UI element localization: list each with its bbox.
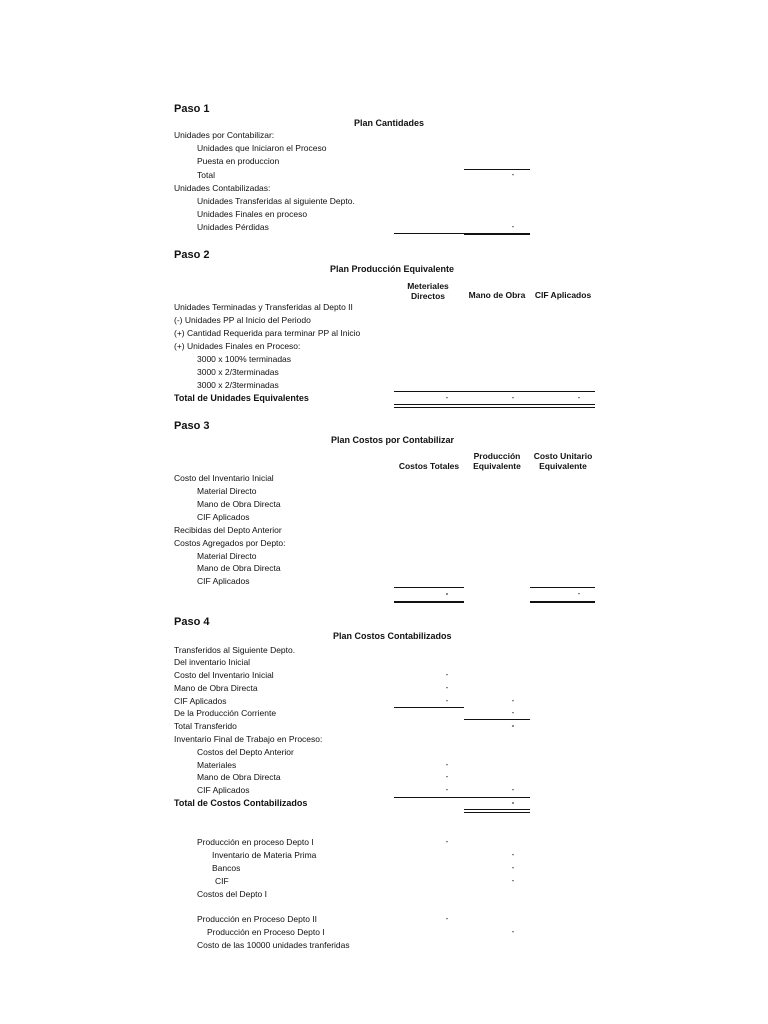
paso4-row: Del inventario Inicial xyxy=(174,657,251,667)
paso4-value: - xyxy=(445,760,449,769)
journal-credit: - xyxy=(511,927,515,936)
paso3-line xyxy=(530,601,595,603)
paso3-row: Recibidas del Depto Anterior xyxy=(174,525,282,535)
paso1-line xyxy=(394,233,464,234)
paso4-value: - xyxy=(511,785,515,794)
paso4-line xyxy=(394,707,464,708)
paso3-line xyxy=(394,601,464,603)
paso2-row: (-) Unidades PP al Inicio del Periodo xyxy=(174,315,311,325)
paso3-row: Material Directo xyxy=(197,551,257,561)
journal-row: Inventario de Materia Prima xyxy=(212,850,317,860)
paso4-value: - xyxy=(445,670,449,679)
paso3-subtitle: Plan Costos por Contabilizar xyxy=(331,435,455,445)
paso1-subtitle: Plan Cantidades xyxy=(354,118,425,128)
paso4-total-transferido: - xyxy=(511,721,515,730)
paso2-row: Unidades Terminadas y Transferidas al Depto II xyxy=(174,302,353,312)
paso4-value: - xyxy=(445,772,449,781)
paso2-col-mano-obra: Mano de Obra xyxy=(468,290,526,300)
paso3-row: Material Directo xyxy=(197,486,257,496)
paso3-line xyxy=(530,587,595,588)
journal-row: Costos del Depto I xyxy=(197,889,267,899)
journal-row: Costo de las 10000 unidades tranferidas xyxy=(197,940,350,950)
paso1-row: Puesta en produccion xyxy=(197,156,280,166)
paso3-total-unitario: - xyxy=(577,589,581,598)
paso4-row: Costo del Inventario Inicial xyxy=(174,670,274,680)
paso2-total-cif: - xyxy=(577,393,581,402)
paso4-row: Mano de Obra Directa xyxy=(197,772,281,782)
paso1-title: Paso 1 xyxy=(174,103,210,115)
journal-row: Producción en Proceso Depto I xyxy=(207,927,325,937)
paso4-row: Costos del Depto Anterior xyxy=(197,747,294,757)
paso4-value: - xyxy=(511,696,515,705)
paso4-row: Mano de Obra Directa xyxy=(174,683,258,693)
paso2-total-mano: - xyxy=(511,393,515,402)
paso3-row: Mano de Obra Directa xyxy=(197,499,281,509)
paso2-row: (+) Unidades Finales en Proceso: xyxy=(174,341,301,351)
paso4-title: Paso 4 xyxy=(174,616,210,628)
paso3-line xyxy=(394,587,464,588)
paso1-row: Unidades Finales en proceso xyxy=(197,209,308,219)
paso3-total-costos: - xyxy=(445,589,449,598)
paso2-subtitle: Plan Producción Equivalente xyxy=(330,264,455,274)
paso4-row: Transferidos al Siguiente Depto. xyxy=(174,645,296,655)
paso1-total-value: - xyxy=(511,170,515,179)
paso2-row: 3000 x 100% terminadas xyxy=(197,354,292,364)
paso4-value: - xyxy=(445,683,449,692)
paso2-double-line xyxy=(394,404,595,408)
journal-debit: - xyxy=(445,914,449,923)
paso4-row: Materiales xyxy=(197,760,237,770)
paso2-row: 3000 x 2/3terminadas xyxy=(197,367,279,377)
paso3-row: Costos Agregados por Depto: xyxy=(174,538,286,548)
paso2-title: Paso 2 xyxy=(174,249,210,261)
paso1-perdidas-value: - xyxy=(511,222,515,231)
paso4-subtitle: Plan Costos Contabilizados xyxy=(333,631,452,641)
journal-credit: - xyxy=(511,850,515,859)
paso4-total-label: Total de Costos Contabilizados xyxy=(174,798,308,808)
paso4-row: Inventario Final de Trabajo en Proceso: xyxy=(174,734,323,744)
paso2-total-label: Total de Unidades Equivalentes xyxy=(174,393,309,403)
journal-credit: - xyxy=(511,863,515,872)
journal-credit: - xyxy=(511,876,515,885)
paso4-row: Total Transferido xyxy=(174,721,237,731)
paso3-col-costo-unitario: Costo Unitario Equivalente xyxy=(533,451,593,471)
journal-debit: - xyxy=(445,837,449,846)
paso4-total-value: - xyxy=(511,798,515,807)
paso3-row: CIF Aplicados xyxy=(197,576,250,586)
journal-row: Bancos xyxy=(212,863,241,873)
paso4-value: - xyxy=(511,708,515,717)
paso1-row: Total xyxy=(197,170,215,180)
paso4-row: CIF Aplicados xyxy=(174,696,227,706)
paso4-double-line xyxy=(464,809,530,813)
paso4-row: De la Producción Corriente xyxy=(174,708,277,718)
paso3-row: CIF Aplicados xyxy=(197,512,250,522)
paso1-line xyxy=(464,233,530,235)
journal-row: Producción en proceso Depto I xyxy=(197,837,314,847)
paso3-col-produccion: Producción Equivalente xyxy=(473,451,521,471)
journal-row: CIF xyxy=(215,876,229,886)
paso3-title: Paso 3 xyxy=(174,420,210,432)
paso2-col-cif: CIF Aplicados xyxy=(534,290,592,300)
paso4-line xyxy=(464,719,530,720)
paso4-value: - xyxy=(445,785,449,794)
paso3-col-costos: Costos Totales xyxy=(398,461,460,471)
paso3-row: Costo del Inventario Inicial xyxy=(174,473,274,483)
paso2-line xyxy=(394,391,595,392)
paso1-row: Unidades Pérdidas xyxy=(197,222,269,232)
paso1-row: Unidades que Iniciaron el Proceso xyxy=(197,143,327,153)
paso2-total-materiales: - xyxy=(445,393,449,402)
paso3-row: Mano de Obra Directa xyxy=(197,563,281,573)
paso4-value: - xyxy=(445,696,449,705)
paso2-row: (+) Cantidad Requerida para terminar PP al Inicio xyxy=(174,328,361,338)
journal-row: Producción en Proceso Depto II xyxy=(197,914,318,924)
paso2-row: 3000 x 2/3terminadas xyxy=(197,380,279,390)
paso1-row: Unidades por Contabilizar: xyxy=(174,130,275,140)
paso1-row: Unidades Transferidas al siguiente Depto. xyxy=(197,196,355,206)
paso2-col-materiales: Meteriales Directos xyxy=(407,281,449,301)
paso4-row: CIF Aplicados xyxy=(197,785,250,795)
paso1-row: Unidades Contabilizadas: xyxy=(174,183,271,193)
